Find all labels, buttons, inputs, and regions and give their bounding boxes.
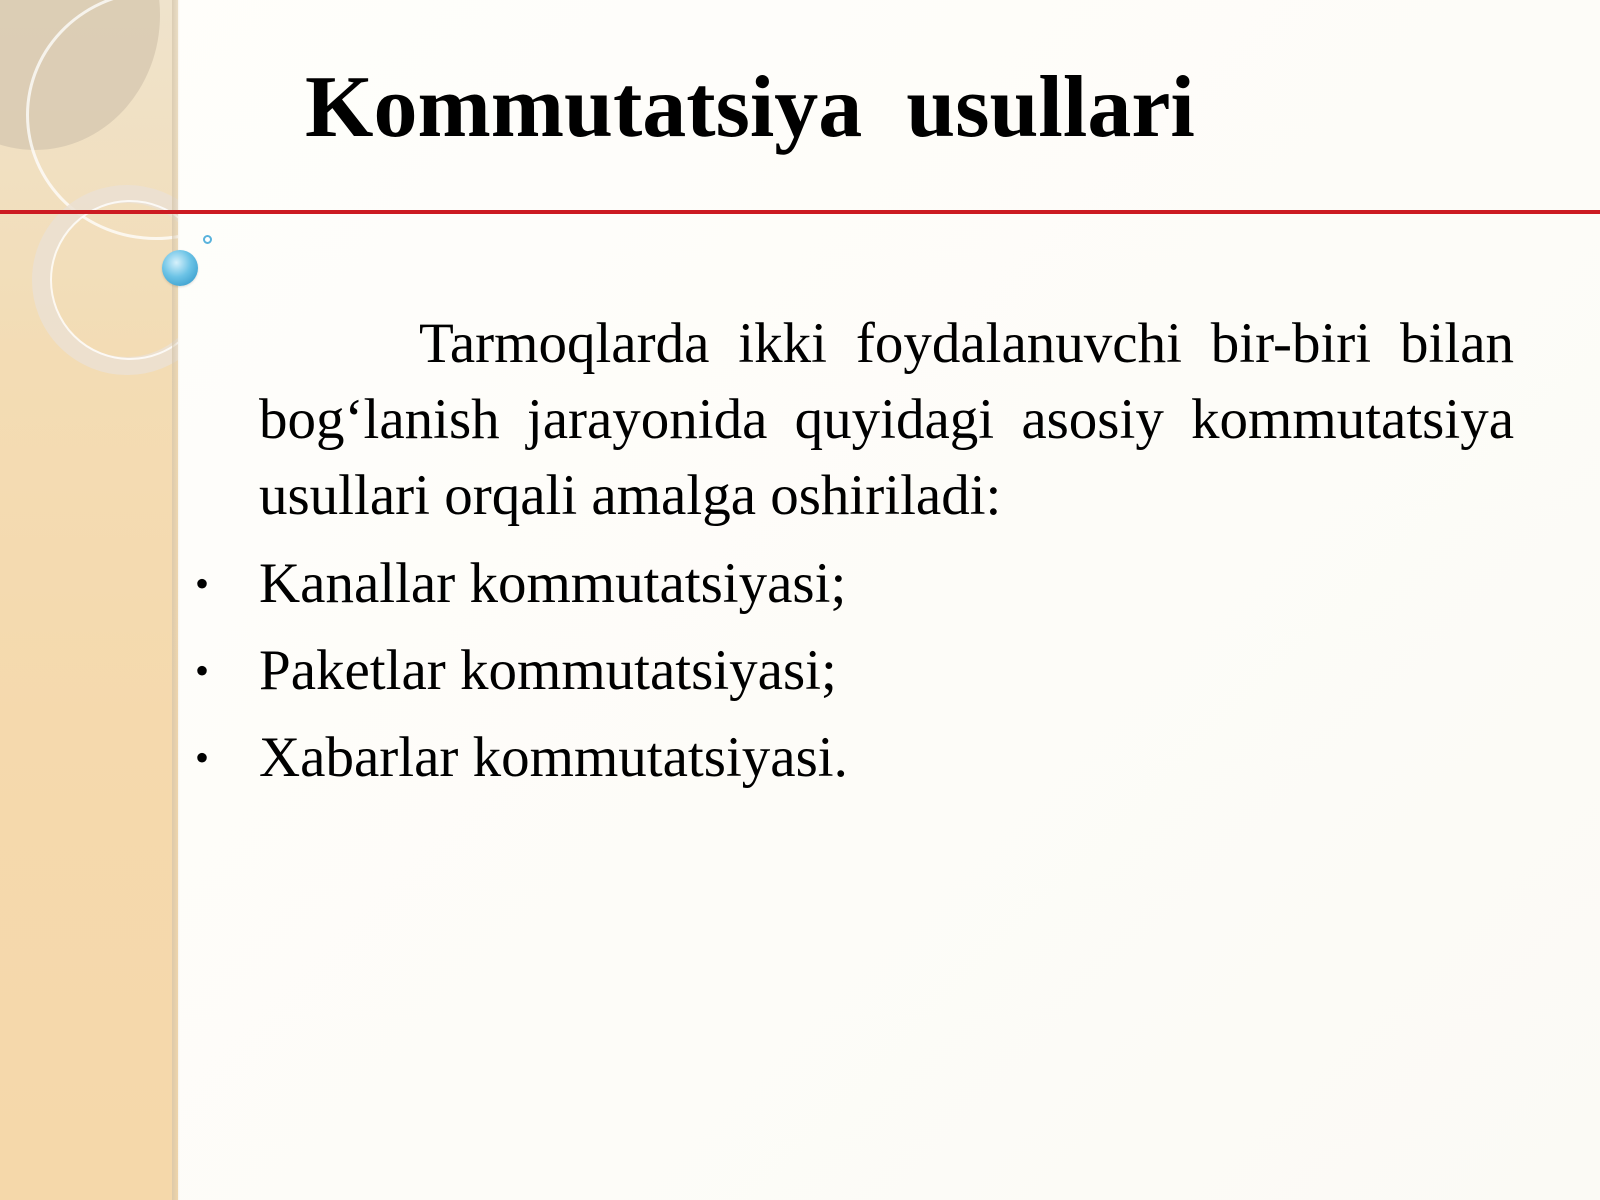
band-edge-shadow [172,0,180,1200]
bullet-icon: • [195,735,210,780]
small-bubble-icon [203,235,212,244]
bullet-icon: • [195,561,210,606]
bullet-text: Kanallar kommutatsiyasi; [259,552,847,615]
list-item [195,627,1495,714]
title-divider-line [0,210,1600,214]
left-decorative-band [0,0,178,1200]
bullet-text: Xabarlar kommutatsiyasi. [259,726,848,789]
bullet-icon: • [195,648,210,693]
list-item [195,714,1495,801]
blue-bubble-icon [162,250,198,286]
slide-title: Kommutatsiya usullari [305,59,1195,156]
bullet-text: Paketlar kommutatsiyasi; [259,639,837,702]
bullet-list [195,540,1495,801]
list-item [195,540,1495,627]
intro-paragraph: Tarmoqlarda ikki foydalanuvchi bir-biri bilan bog‘lanish jarayonida quyidagi asosiy kommutatsiya usullari orqali amalga oshiriladi: [259,312,1514,527]
